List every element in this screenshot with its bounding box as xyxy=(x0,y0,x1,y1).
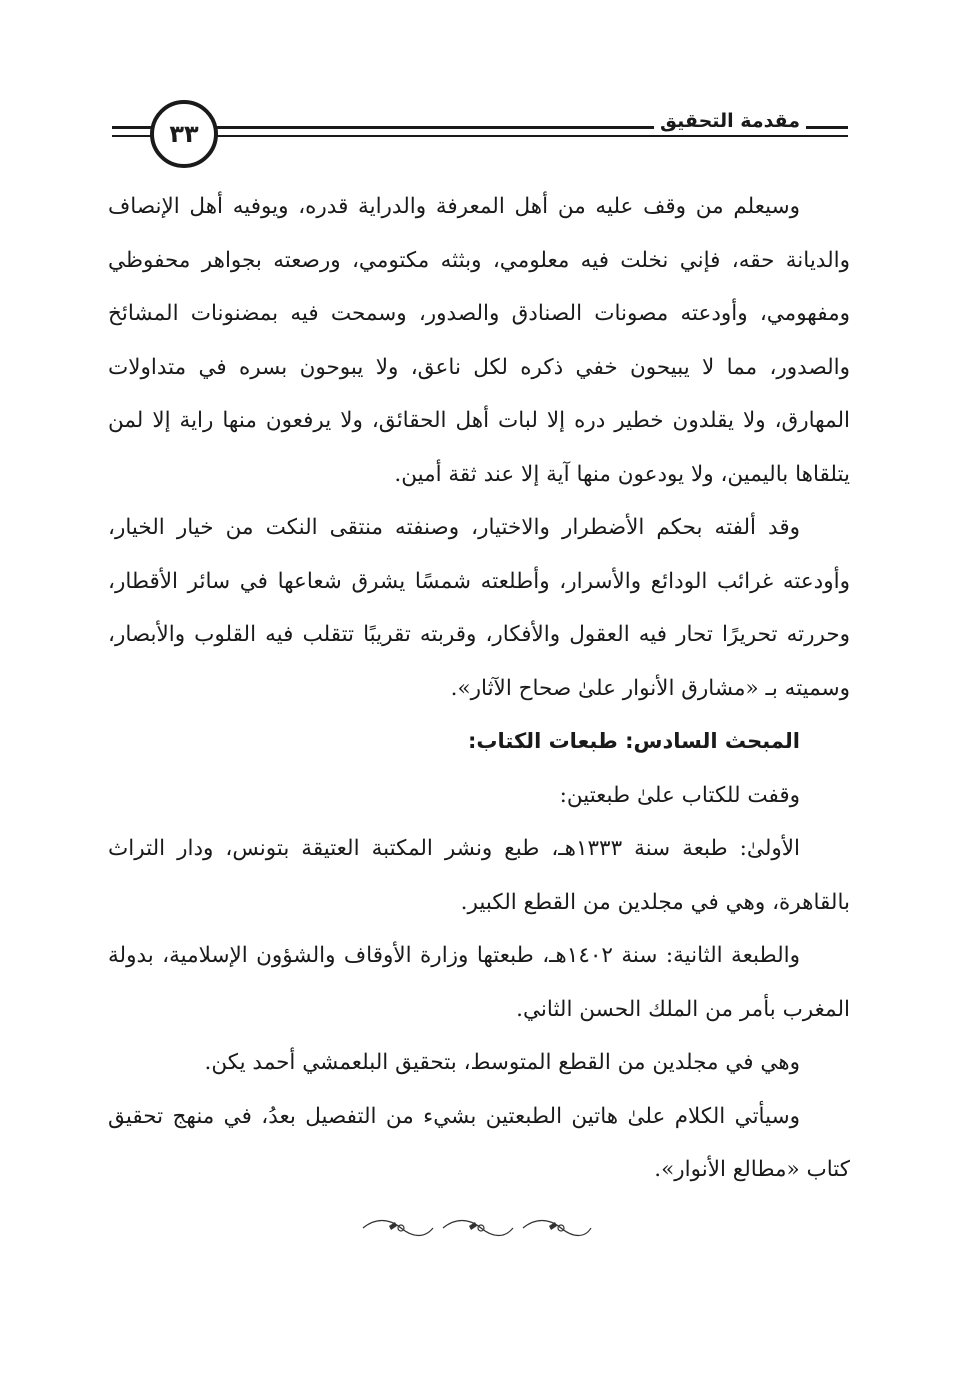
section-heading: المبحث السادس: طبعات الكتاب: xyxy=(468,729,800,753)
paragraph: وقد ألفته بحكم الأضطرار والاختيار، وصنفته منتقى النكت من خيار الخيار، وأودعته غرائب الودائع والأسرار، وأطلعته شمسًا يشرق شعاعها في سائر الأقطار، وحررته تحريرًا تحار فيه العقول والأفكار، وقربته تقريبًا تتقلب فيه القلوب والأبصار، وسميته بـ «مشارق الأنوار علىٰ صحاح الآثار». xyxy=(108,515,850,701)
paragraph: والطبعة الثانية: سنة ١٤٠٢هـ، طبعتها وزارة الأوقاف والشؤون الإسلامية، بدولة المغرب بأمر من الملك الحسن الثاني. xyxy=(108,943,850,1022)
page-number: ٣٣ xyxy=(169,120,199,148)
paragraph: وسيعلم من وقف عليه من أهل المعرفة والدراية قدره، ويوفيه أهل الإنصاف والديانة حقه، فإني نخلت فيه معلومي، وبثثه مكتومي، ورصعته بجواهر محفوظي ومفهومي، وأودعته مصونات الصنادق والصدور، وسمحت فيه بمضنونات المشائخ والصدور، مما لا يبيحون خفي ذكره لكل ناعق، ولا يبوحون بسره في متداولات المهارق، ولا يقلدون خطير دره إلا لبات أهل الحقائق، ولا يرفعون منها راية إلا لمن يتلقاها باليمين، ولا يودعون منها آية إلا عند ثقة أمين. xyxy=(108,194,850,487)
page-header xyxy=(112,96,848,172)
floral-divider-icon xyxy=(355,1216,595,1240)
paragraph: وهي في مجلدين من القطع المتوسط، بتحقيق البلعمشي أحمد يكن. xyxy=(204,1050,800,1075)
paragraph: وقفت للكتاب علىٰ طبعتين: xyxy=(559,782,800,808)
page-body xyxy=(108,180,850,1197)
header-rule-bottom xyxy=(112,135,848,137)
running-header-title: مقدمة التحقيق xyxy=(654,110,806,132)
paragraph: وسيأتي الكلام علىٰ هاتين الطبعتين بشيء من التفصيل بعدُ، في منهج تحقيق كتاب «مطالع الأنوار». xyxy=(108,1103,850,1182)
page-number-badge xyxy=(150,100,218,168)
paragraph: الأولىٰ: طبعة سنة ١٣٣٣هـ، طبع ونشر المكتبة العتيقة بتونس، ودار التراث بالقاهرة، وهي في مجلدين من القطع الكبير. xyxy=(108,836,850,915)
